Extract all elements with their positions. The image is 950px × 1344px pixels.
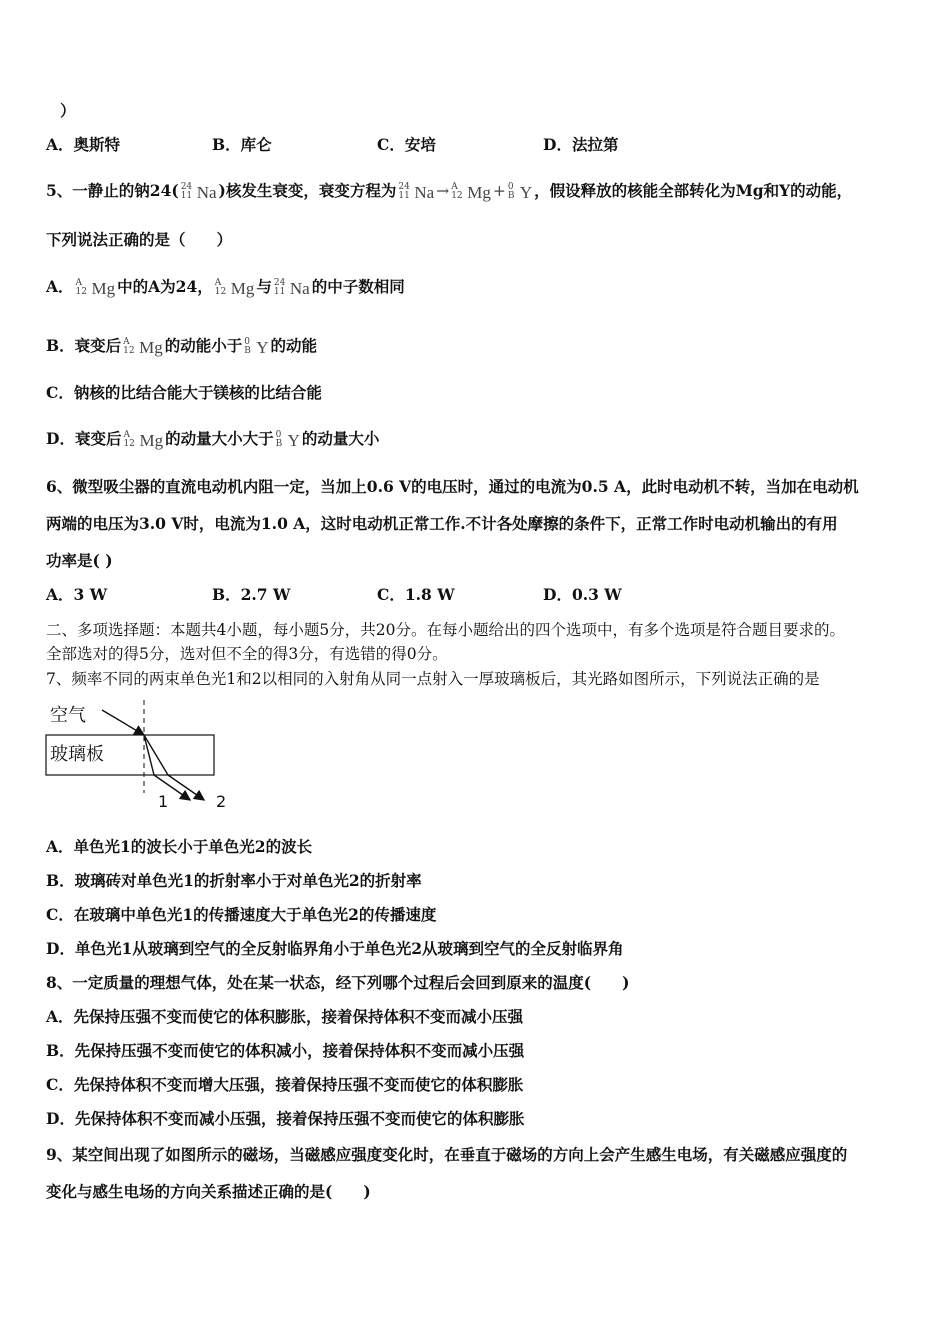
- q5-option-c: C．钠核的比结合能大于镁核的比结合能: [46, 383, 322, 402]
- q6-stem-line3: 功率是( ): [46, 551, 113, 570]
- reaction-arrow: →: [436, 182, 450, 200]
- q4-option-d: D．法拉第: [543, 135, 619, 154]
- q6-option-c: C．1.8 W: [377, 585, 455, 604]
- incident-ray: [102, 710, 144, 735]
- q8-option-d: D．先保持体积不变而减小压强，接着保持压强不变而使它的体积膨胀: [46, 1109, 525, 1128]
- exit-ray-2: [168, 775, 204, 800]
- refracted-ray-2: [144, 735, 168, 775]
- label-ray-1: 1: [158, 792, 169, 811]
- nuclide-mg: A 12 Mg: [123, 430, 164, 450]
- q4-option-b: B．库仑: [212, 135, 272, 154]
- reaction-plus: +: [492, 182, 506, 200]
- q9-stem-line2: 变化与感生电场的方向关系描述正确的是( ): [46, 1182, 371, 1201]
- nuclide-na: 24 11 Na: [180, 182, 217, 202]
- q5-stem-line2: 下列说法正确的是（ ）: [46, 230, 233, 249]
- nuclide-na: 24 11 Na: [398, 182, 435, 202]
- nuclide-mg: A 12 Mg: [75, 278, 116, 298]
- q5-option-b: B．衰变后 A 12 Mg 的动能小于 0 B Y 的动能: [46, 336, 318, 357]
- label-ray-2: 2: [216, 792, 227, 811]
- q4-option-c: C．安培: [377, 135, 436, 154]
- q8-stem: 8、一定质量的理想气体，处在某一状态，经下列哪个过程后会回到原来的温度( ): [46, 973, 630, 992]
- q6-option-d: D．0.3 W: [543, 585, 622, 604]
- nuclide-mg: A 12 Mg: [451, 182, 491, 202]
- q9-stem-line1: 9、某空间出现了如图所示的磁场，当磁感应强度变化时，在垂直于磁场的方向上会产生感生电场，有关磁感应强度的: [46, 1145, 848, 1164]
- label-air: 空气: [50, 705, 86, 726]
- nuclide-mg: A 12 Mg: [214, 278, 255, 298]
- q7-option-a: A．单色光1的波长小于单色光2的波长: [46, 837, 313, 856]
- q5-stem-pre: 5、一静止的钠24(: [46, 181, 179, 200]
- q7-option-c: C．在玻璃中单色光1的传播速度大于单色光2的传播速度: [46, 905, 437, 924]
- q8-option-b: B．先保持压强不变而使它的体积减小，接着保持体积不变而减小压强: [46, 1041, 525, 1060]
- section2-heading-line1: 二、多项选择题：本题共4小题，每小题5分，共20分。在每小题给出的四个选项中，有多个选项是符合题目要求的。: [46, 621, 845, 639]
- q5-stem-line1: [46, 180, 852, 204]
- nuclide-mg: A 12 Mg: [123, 337, 163, 357]
- q7-stem: 7、频率不同的两束单色光1和2以相同的入射角从同一点射入一厚玻璃板后，其光路如图所示，下列说法正确的是: [46, 670, 820, 688]
- q7-figure: [40, 698, 250, 814]
- q4-stem-tail: ）: [60, 101, 76, 120]
- q8-option-c: C．先保持体积不变而增大压强，接着保持压强不变而使它的体积膨胀: [46, 1075, 524, 1094]
- q5-stem-mid: )核发生衰变，衰变方程为: [218, 181, 397, 200]
- refracted-ray-1: [144, 735, 154, 775]
- nuclide-y: 0 B Y: [244, 337, 269, 357]
- nuclide-y: 0 B Y: [275, 430, 300, 450]
- q6-stem-line1: 6、微型吸尘器的直流电动机内阻一定，当加上0.6 V的电压时，通过的电流为0.5 A，此时电动机不转，当加在电动机: [46, 477, 859, 496]
- q5-option-a: A． A 12 Mg 中的A为24， A 12 Mg 与 24 11 Na 的中子数相同: [46, 277, 405, 298]
- label-glass: 玻璃板: [50, 744, 104, 765]
- q7-option-d: D．单色光1从玻璃到空气的全反射临界角小于单色光2从玻璃到空气的全反射临界角: [46, 939, 624, 958]
- q8-option-a: A．先保持压强不变而使它的体积膨胀，接着保持体积不变而减小压强: [46, 1007, 524, 1026]
- nuclide-na: 24 11 Na: [273, 278, 310, 298]
- q6-stem-line2: 两端的电压为3.0 V时，电流为1.0 A，这时电动机正常工作.不计各处摩擦的条件下，正常工作时电动机输出的有用: [46, 514, 838, 533]
- q6-option-b: B．2.7 W: [212, 585, 291, 604]
- q6-option-a: A．3 W: [46, 585, 108, 604]
- q5-stem-post: ，假设释放的核能全部转化为Mg和Y的动能，: [534, 181, 853, 200]
- nuclide-y: 0 B Y: [507, 182, 533, 202]
- q5-option-d: D．衰变后 A 12 Mg 的动量大小大于 0 B Y 的动量大小: [46, 429, 380, 450]
- q7-option-b: B．玻璃砖对单色光1的折射率小于对单色光2的折射率: [46, 871, 422, 890]
- q4-option-a: A．奥斯特: [46, 135, 121, 154]
- section2-heading-line2: 全部选对的得5分，选对但不全的得3分，有选错的得0分。: [46, 645, 448, 663]
